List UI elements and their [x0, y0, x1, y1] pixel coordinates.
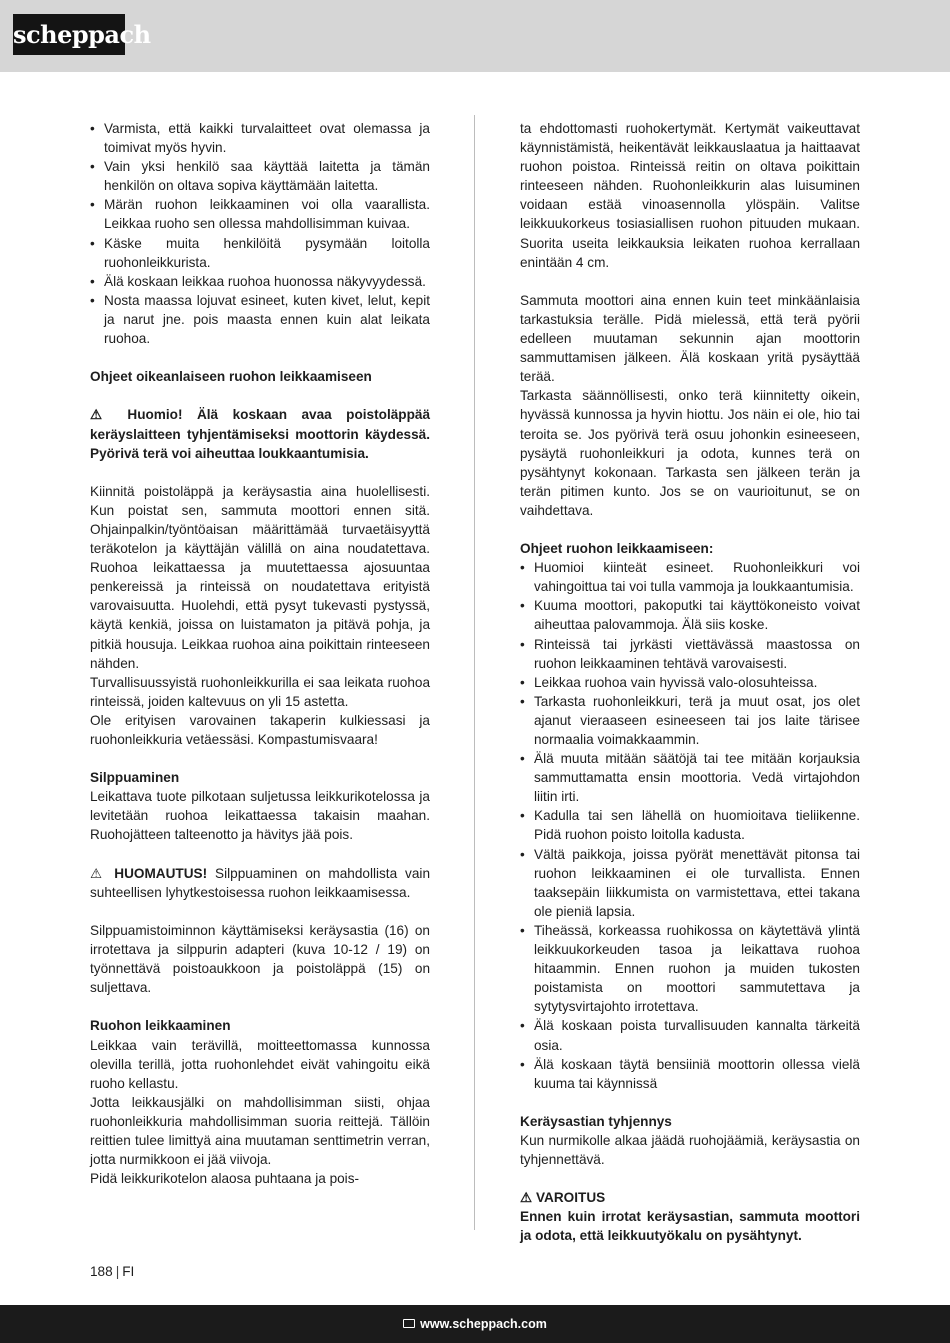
- paragraph-cut-3: Pidä leikkurikotelon alaosa puhtaana ja pois-: [90, 1171, 360, 1187]
- section-heading-mulching: Silppuaminen: [90, 770, 180, 786]
- safety-bullet-list: [90, 119, 430, 348]
- section-heading-correct-mowing: Ohjeet oikeanlaiseen ruohon leikkaamiseen: [90, 369, 372, 385]
- warning-triangle-icon: ⚠: [520, 1190, 533, 1206]
- note-block: ⚠ HUOMAUTUS! Silppuaminen on mahdollista vain suhteellisen lyhytkestoisessa ruohon leikkaamisessa.: [90, 865, 430, 900]
- list-item: • Varmista, että kaikki turvalaitteet ovat olemassa ja toimivat myös hyvin.: [90, 121, 430, 156]
- monitor-icon: [403, 1319, 415, 1328]
- header-bar: [0, 0, 950, 72]
- paragraph-cut-1: Leikkaa vain terävillä, moitteettomassa kunnossa olevilla terillä, jotta ruohonlehdet eivät vahingoitu eikä ruoho kellastu.: [90, 1037, 430, 1091]
- section-heading-instructions: Ohjeet ruohon leikkaamiseen:: [520, 541, 714, 557]
- paragraph-mulching: Leikattava tuote pilkotaan suljetussa leikkurikotelossa ja levitetään ruohoa leikattaessa takaisin maahan. Ruohojätteen talteenotto ja hävitys jää pois.: [90, 789, 430, 843]
- left-column: [90, 119, 430, 1188]
- footer-bar: [0, 1305, 950, 1343]
- list-item: • Leikkaa ruohoa vain hyvissä valo-olosuhteissa.: [520, 674, 818, 690]
- list-item: • Märän ruohon leikkaaminen voi olla vaarallista. Leikkaa ruoho sen ollessa mahdollisimman kuivaa.: [90, 197, 430, 232]
- warning-heading: ⚠ VAROITUS: [520, 1190, 606, 1206]
- paragraph-check-blade: Tarkasta säännöllisesti, onko terä kiinnitetty oikein, hyvässä kunnossa ja hyvin hiottu. Jos näin ei ole, hio tai teroita se. Jos pyörivä terä osuu johonkin esineeseen, pysäytä ruohonleikkuri ja odota, kunnes terä on pysähtynyt kokonaan. Tarkasta sen jälkeen terän ja terän pitimen kunto. Jos se on vaurioitunut, se on vaihdettava.: [520, 388, 860, 518]
- list-item: • Rinteissä tai jyrkästi viettävässä maastossa on ruohon leikkaaminen tehtävä varovaisesti.: [520, 636, 860, 671]
- section-heading-cutting: Ruohon leikkaaminen: [90, 1018, 231, 1034]
- paragraph-careful: Ole erityisen varovainen takaperin kulkiessasi ja ruohonleikkuria vetäessäsi. Kompastumisvaara!: [90, 712, 430, 747]
- section-heading-empty-bag: Keräysastian tyhjennys: [520, 1113, 672, 1129]
- list-item: • Älä koskaan poista turvallisuuden kannalta tärkeitä osia.: [520, 1018, 860, 1053]
- warning-triangle-icon: ⚠: [90, 407, 113, 423]
- list-item: • Kuuma moottori, pakoputki tai käyttökoneisto voivat aiheuttaa palovammoja. Älä siis koske.: [520, 598, 860, 633]
- list-item: • Tiheässä, korkeassa ruohikossa on käytettävä ylintä leikkuukorkeuden tasoa ja leikattava ruohoa hitaammin. Ennen ruohon ja muiden tukosten poistamista on moottori sammutettava ja sytytysvirtajohto irrotettava.: [520, 922, 860, 1015]
- paragraph-stop-engine: Sammuta moottori aina ennen kuin teet minkäänlaisia tarkastuksia terälle. Pidä mielessä, että terä pyörii edelleen muutaman sekunnin ajan moottorin sammuttamisen jälkeen. Älä koskaan yritä pysäyttää terää.: [520, 292, 860, 385]
- list-item: • Vältä paikkoja, joissa pyörät menettävät pitonsa tai ruohon leikkaaminen ei ole turvallista. Ennen taaksepäin liikkumista on varmistettava, ettei takana ole pieniä lapsia.: [520, 846, 860, 919]
- paragraph-mulch-usage: Silppuamistoiminnon käyttämiseksi keräysastia (16) on irrotettava ja silppurin adapteri (kuva 10-12 / 19) on työnnettävä poistoaukkoon ja poistoläppä (15) on suljettava.: [90, 922, 430, 996]
- instructions-bullet-list: [520, 558, 860, 1093]
- list-item: • Älä muuta mitään säätöjä tai tee mitään korjauksia sammuttamatta ensin moottoria. Vedä virtajohdon liitin irti.: [520, 751, 860, 805]
- page-number: 188 | FI: [90, 1264, 135, 1279]
- column-divider: [474, 115, 475, 1230]
- paragraph-cut-2: Jotta leikkausjälki on mahdollisimman siisti, ohjaa ruohonleikkuria mahdollisimman suoria reittejä. Tällöin reittien tulee limittyä aina muutaman senttimetrin verran, jotta nurmikkoon ei jää viivoja.: [90, 1094, 430, 1168]
- paragraph-slope: Turvallisuussyistä ruohonleikkurilla ei saa leikata ruohoa rinteissä, joiden kaltevuus on yli 15 astetta.: [90, 674, 430, 709]
- list-item: • Nosta maassa lojuvat esineet, kuten kivet, lelut, kepit ja narut jne. pois maasta ennen kuin alat leikata ruohoa.: [90, 292, 430, 347]
- list-item: • Kadulla tai sen lähellä on huomioitava tieliikenne. Pidä ruohon poisto loitolla kadusta.: [520, 808, 860, 843]
- list-item: • Huomioi kiinteät esineet. Ruohonleikkuri voi vahingoittua tai voi tulla vammoja ja loukkaantumisia.: [520, 560, 860, 595]
- warning-block: ⚠ Huomio! Älä koskaan avaa poistoläppää keräyslaitteen tyhjentämiseksi moottorin käydessä. Pyörivä terä voi aiheuttaa loukkaantumisia.: [90, 407, 431, 461]
- warning-triangle-icon: ⚠: [90, 865, 107, 881]
- paragraph-empty-bag: Kun nurmikolle alkaa jäädä ruohojäämiä, keräysastia on tyhjennettävä.: [520, 1132, 860, 1168]
- paragraph-continued: ta ehdottomasti ruohokertymät. Kertymät vaikeuttavat käynnistämistä, heikentävät leikkauslaatua ja haittaavat ruohon poistoa. Rinteissä reitin on oltava poikittain rinteeseen nähden. Ruohonleikkurin alas luisuminen voidaan estää vinoasennolla ylöspäin. Valitse leikkuukorkeus tosiasiallisen ruohon pituuden mukaan. Suorita useita leikkauksia leikaten ruohoa kerrallaan enintään 4 cm.: [520, 121, 860, 270]
- list-item: • Käske muita henkilöitä pysymään loitolla ruohonleikkurista.: [90, 235, 430, 270]
- website-link[interactable]: www.scheppach.com: [420, 1317, 547, 1331]
- brand-logo: scheppach: [13, 14, 125, 55]
- list-item: • Älä koskaan täytä bensiiniä moottorin ollessa vielä kuuma tai käynnissä: [520, 1056, 860, 1091]
- list-item: • Tarkasta ruohonleikkuri, terä ja muut osat, jos olet ajanut vieraaseen esineeseen tai jos laite tärisee normaalia voimakkaammin.: [520, 693, 860, 747]
- list-item: • Vain yksi henkilö saa käyttää laitetta ja tämän henkilön on oltava sopiva käyttämään laitetta.: [90, 159, 430, 194]
- right-column: [520, 119, 860, 1246]
- list-item: • Älä koskaan leikkaa ruohoa huonossa näkyvyydessä.: [90, 273, 426, 289]
- warning-text: Ennen kuin irrotat keräysastian, sammuta moottori ja odota, että leikkuutyökalu on pysähtynyt.: [520, 1209, 860, 1244]
- paragraph-attach: Kiinnitä poistoläppä ja keräysastia aina huolellisesti. Kun poistat sen, sammuta moottori ennen sitä. Ohjainpalkin/työntöaisan määrittämää turvaetäisyyttä teräkotelon ja käyttäjän välillä on aina noudatettava. Ruohoa leikattaessa ja muutettaessa ajosuuntaa penkereissä ja rinteissä on noudatettava erityistä varovaisuutta. Huolehdi, että pysyt tukevasti pystyssä, käytä kenkiä, joissa on luistamaton ja pitävä pohja, ja pitkiä housuja. Leikkaa ruohoa aina poikittain rinteeseen nähden.: [90, 483, 430, 671]
